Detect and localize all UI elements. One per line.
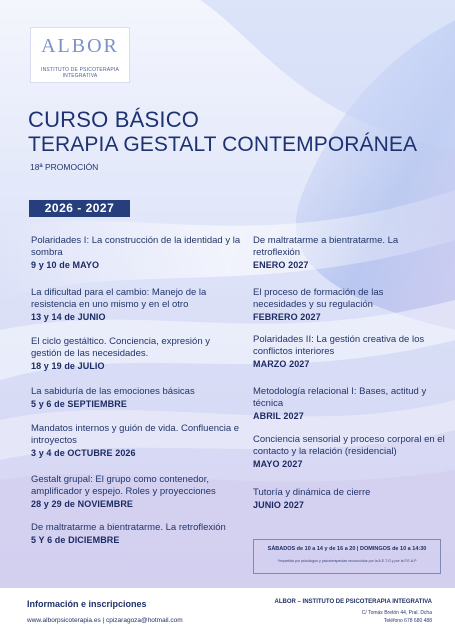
- session-item: [253, 487, 438, 511]
- session-title: Tutoría y dinámica de cierre: [253, 487, 371, 498]
- session-item: [253, 235, 433, 271]
- session-title: Mandatos internos y guión de vida. Confluencia e introyectos: [31, 423, 240, 446]
- session-date: 28 y 29 de NOVIEMBRE: [31, 499, 134, 509]
- promotion-label: 18ª PROMOCIÓN: [30, 162, 99, 172]
- session-title: El ciclo gestáltico. Conciencia, expresión y gestión de las necesidades.: [31, 336, 211, 359]
- years-badge: 2026 - 2027: [29, 200, 130, 217]
- logo-name: ALBOR: [41, 35, 119, 57]
- session-item: [253, 434, 445, 470]
- session-item: [253, 386, 438, 422]
- session-title: Conciencia sensorial y proceso corporal en el contacto y la relación (residencial): [253, 434, 445, 457]
- session-item: [31, 386, 241, 410]
- session-date: 5 Y 6 de DICIEMBRE: [31, 535, 120, 545]
- phone: Teléfono 678 680 488: [383, 618, 432, 624]
- session-date: 13 y 14 de JUNIO: [31, 312, 106, 322]
- address: C/ Tomás Bretón 44, Pral. Dcha: [361, 610, 432, 616]
- session-item: [31, 235, 241, 271]
- session-date: ENERO 2027: [253, 260, 309, 270]
- session-date: 9 y 10 de MAYO: [31, 260, 100, 270]
- session-date: 5 y 6 de SEPTIEMBRE: [31, 399, 127, 409]
- session-date: MARZO 2027: [253, 359, 310, 369]
- schedule-text: SÁBADOS de 10 a 14 y de 16 a 20 | DOMINGOS de 10 a 14:30: [267, 546, 427, 552]
- session-item: [31, 423, 241, 459]
- schedule-note: *Impartida por psicólogos y psicoterapeutas reconocidos por la A.E.T.G y por la F.E.A.P: [277, 559, 417, 563]
- session-title: La sabiduría de las emociones básicas: [31, 386, 195, 397]
- session-item: [31, 522, 241, 546]
- footer: [0, 588, 455, 640]
- course-subtitle: TERAPIA GESTALT CONTEMPORÁNEA: [28, 133, 418, 156]
- info-title: Información e inscripciones: [27, 599, 147, 609]
- session-date: 18 y 19 de JULIO: [31, 361, 105, 371]
- albor-logo: [30, 27, 130, 83]
- session-item: [31, 336, 241, 372]
- session-date: FEBRERO 2027: [253, 312, 321, 322]
- session-item: [253, 287, 438, 323]
- course-title: CURSO BÁSICO: [28, 107, 200, 132]
- session-title: La dificultad para el cambio: Manejo de la resistencia en uno mismo y en el otro: [31, 287, 207, 310]
- session-title: Polaridades I: La construcción de la identidad y la sombra: [31, 235, 241, 258]
- session-item: [31, 474, 241, 510]
- contact-links[interactable]: www.alborpsicoterapia.es | cpizaragoza@hotmail.com: [27, 617, 183, 624]
- session-date: MAYO 2027: [253, 459, 303, 469]
- session-date: ABRIL 2027: [253, 411, 304, 421]
- session-item: [253, 334, 445, 370]
- session-date: JUNIO 2027: [253, 500, 305, 510]
- organization-name: ALBOR – INSTITUTO DE PSICOTERAPIA INTEGRATIVA: [274, 599, 432, 605]
- session-title: Gestalt grupal: El grupo como contenedor, amplificador y espejo. Roles y proyecciones: [31, 474, 216, 497]
- session-title: Polaridades II: La gestión creativa de los conflictos interiores: [253, 334, 425, 357]
- session-title: Metodología relacional I: Bases, actitud y técnica: [253, 386, 427, 409]
- session-date: 3 y 4 de OCTUBRE 2026: [31, 448, 136, 458]
- session-title: De maltratarme a bientratarme. La retroflexión: [253, 235, 399, 258]
- session-title: De maltratarme a bientratarme. La retroflexión: [31, 522, 226, 533]
- logo-subtitle: INSTITUTO DE PSICOTERAPIA INTEGRATIVA: [41, 67, 119, 79]
- session-title: El proceso de formación de las necesidades y su regulación: [253, 287, 384, 310]
- session-item: [31, 287, 241, 323]
- schedule-box: [253, 539, 441, 574]
